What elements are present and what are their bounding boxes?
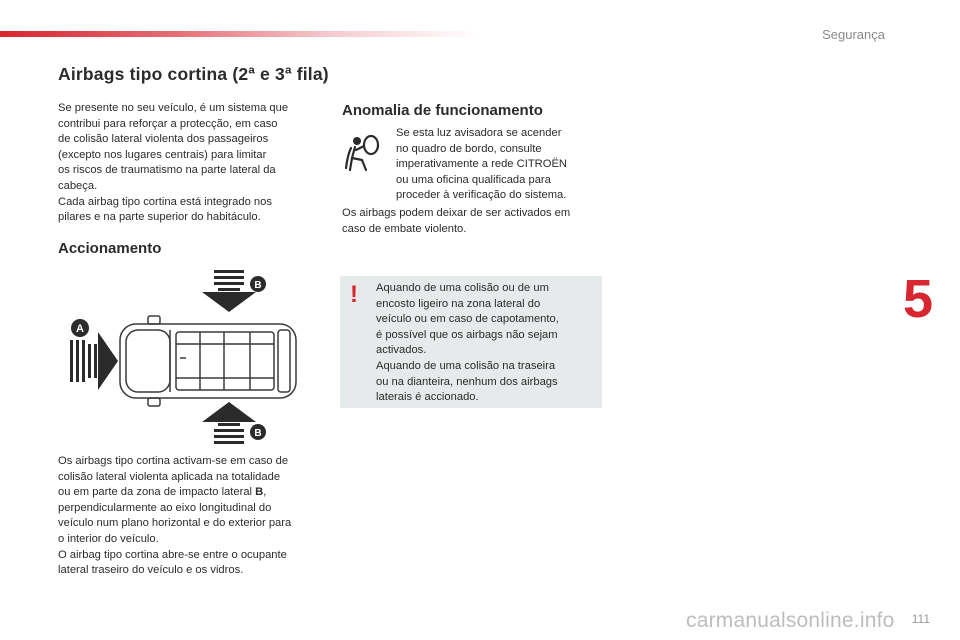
warning-exclamation-icon: ! (350, 281, 358, 308)
chapter-number: 5 (903, 269, 934, 329)
label-b-bottom-marker (250, 424, 266, 440)
accionamento-paragraph (58, 454, 323, 579)
accionamento-text-1: Os airbags tipo cortina activam-se em caso de colisão lateral violenta aplicada na totalidade ou em parte da zona de impacto lateral (58, 455, 289, 499)
side-impact-diagram (62, 266, 314, 448)
vehicle-top-view (120, 316, 296, 406)
warning-text: Aquando de uma colisão ou de um encosto ligeiro na zona lateral do veículo ou em caso de capotamento, é possível que os airbags não sejam activados. Aquando de uma colisão na traseira ou na dianteira, nenhum dos airbags laterais é accionado. (376, 282, 559, 404)
intro-paragraph: Se presente no seu veículo, é um sistema que contribui para reforçar a protecção, em caso de colisão lateral violenta dos passageiros (excepto nos lugares centrais) para limitar os riscos de traumatismo na parte lateral da cabeça. Cada airbag tipo cortina está integrado nos pilares e na parte superior do habitáculo. (58, 102, 289, 224)
watermark: carmanualsonline.info (686, 609, 895, 632)
anomalia-heading: Anomalia de funcionamento (342, 102, 543, 119)
label-a: A (76, 323, 84, 335)
accionamento-heading: Accionamento (58, 240, 162, 257)
section-label: Segurança (822, 27, 885, 42)
label-b-bottom: B (254, 428, 262, 439)
anomalia-note: Os airbags podem deixar de ser activados em caso de embate violento. (342, 207, 571, 235)
arrow-a (70, 332, 118, 390)
airbag-warning-light-icon (344, 132, 384, 176)
label-b-top: B (254, 280, 262, 291)
warning-light-paragraph: Se esta luz avisadora se acender no quadro de bordo, consulte imperativamente a rede CITROËN ou uma oficina qualificada para proceder à verificação do sistema. (396, 127, 567, 202)
label-b-top-marker (250, 276, 266, 292)
header-accent-bar (0, 31, 480, 37)
impact-zone-b: B (255, 486, 264, 499)
page-title: Airbags tipo cortina (2ª e 3ª fila) (58, 64, 329, 84)
arrow-b-top (202, 270, 256, 312)
accionamento-text-2: , perpendicularmente ao eixo longitudinal do veículo num plano horizontal e do exterior para o interior do veículo. O airbag tipo cortina abre-se entre o ocupante lateral traseiro do veículo e os vidros. (58, 486, 292, 577)
label-a-marker (71, 319, 89, 337)
page-number: 111 (911, 612, 930, 626)
arrow-b-bottom (202, 402, 256, 444)
